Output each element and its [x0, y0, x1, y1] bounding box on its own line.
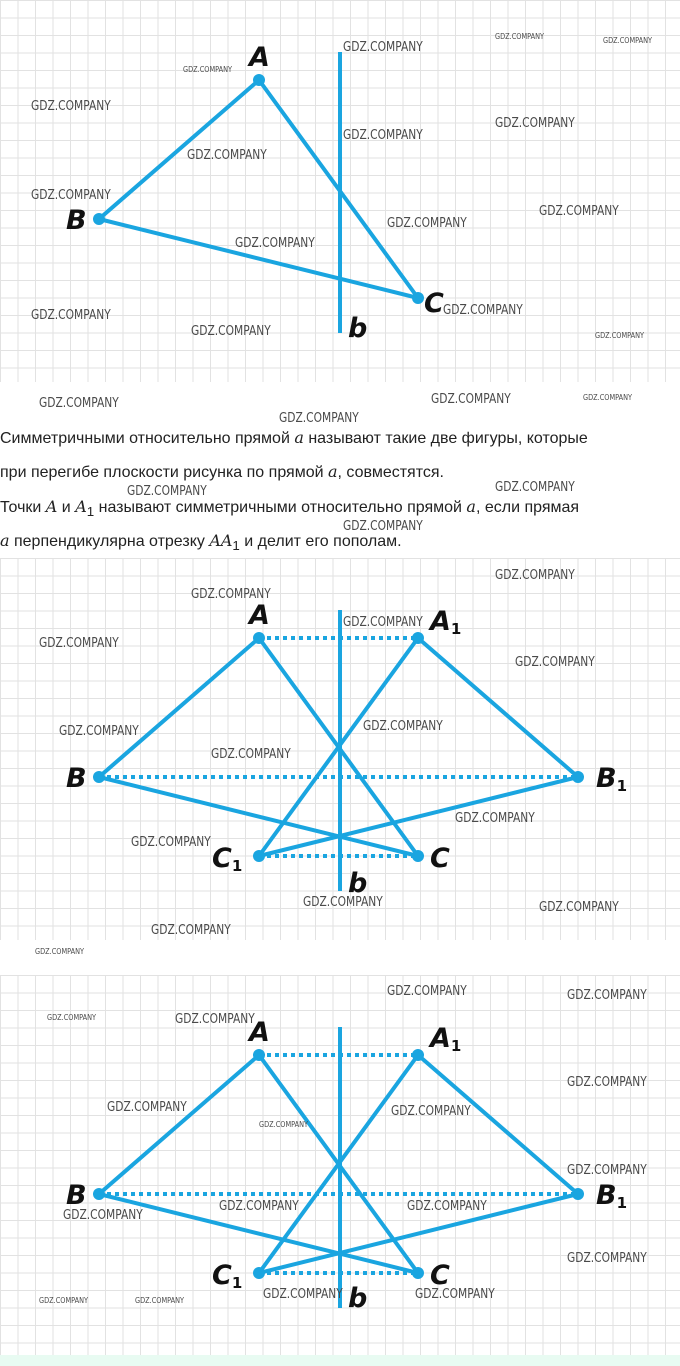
watermark: GDZ.COMPANY: [135, 1296, 185, 1305]
watermark: GDZ.COMPANY: [279, 411, 359, 426]
point-a1-dot: [412, 1049, 424, 1061]
text-line-3: Точки A и $A_1$ называют симметричными относительно прямой a, если прямая: [0, 497, 580, 520]
watermark: GDZ.COMPANY: [191, 324, 271, 339]
watermark: GDZ.COMPANY: [595, 331, 645, 340]
point-c-dot: [412, 1267, 424, 1279]
point-c-label: C: [430, 843, 450, 874]
watermark: GDZ.COMPANY: [415, 1287, 495, 1302]
watermark: GDZ.COMPANY: [303, 895, 383, 910]
watermark: GDZ.COMPANY: [567, 1163, 647, 1178]
figure-2-drawing: [0, 558, 680, 940]
watermark: GDZ.COMPANY: [515, 655, 595, 670]
line-b-label: b: [348, 868, 368, 899]
watermark: GDZ.COMPANY: [495, 480, 575, 495]
point-a-label: A: [249, 42, 270, 73]
point-c1-dot: [253, 1267, 265, 1279]
watermark: GDZ.COMPANY: [107, 1100, 187, 1115]
watermark: GDZ.COMPANY: [443, 303, 523, 318]
watermark: GDZ.COMPANY: [39, 636, 119, 651]
watermark: GDZ.COMPANY: [391, 1104, 471, 1119]
watermark: GDZ.COMPANY: [219, 1199, 299, 1214]
watermark: GDZ.COMPANY: [567, 988, 647, 1003]
watermark: GDZ.COMPANY: [63, 1208, 143, 1223]
watermark: GDZ.COMPANY: [539, 204, 619, 219]
point-c-label: C: [424, 288, 444, 319]
triangle-abc: [99, 80, 418, 298]
watermark: GDZ.COMPANY: [455, 811, 535, 826]
point-b-label: B: [66, 1180, 87, 1211]
triangle-a1b1c1: [259, 1055, 578, 1273]
watermark: GDZ.COMPANY: [175, 1012, 255, 1027]
point-b-label: B: [66, 763, 87, 794]
watermark: GDZ.COMPANY: [343, 519, 423, 534]
text-line-1: Симметричными относительно прямой a называют такие две фигуры, которые: [0, 428, 588, 447]
point-b-dot: [93, 1188, 105, 1200]
figure-3-panel: [0, 975, 680, 1355]
watermark: GDZ.COMPANY: [567, 1251, 647, 1266]
watermark: GDZ.COMPANY: [31, 308, 111, 323]
watermark: GDZ.COMPANY: [431, 392, 511, 407]
point-c1-label: $C_1$: [212, 1260, 243, 1292]
figure-1-panel: [0, 0, 680, 382]
watermark: GDZ.COMPANY: [131, 835, 211, 850]
point-a1-label: $A_1$: [430, 606, 462, 638]
watermark: GDZ.COMPANY: [387, 216, 467, 231]
watermark: GDZ.COMPANY: [583, 393, 633, 402]
watermark: GDZ.COMPANY: [407, 1199, 487, 1214]
point-c-dot: [412, 292, 424, 304]
watermark: GDZ.COMPANY: [39, 396, 119, 411]
watermark: GDZ.COMPANY: [127, 484, 207, 499]
watermark: GDZ.COMPANY: [31, 99, 111, 114]
point-b-label: B: [66, 205, 87, 236]
watermark: GDZ.COMPANY: [363, 719, 443, 734]
watermark: GDZ.COMPANY: [151, 923, 231, 938]
watermark: GDZ.COMPANY: [183, 65, 233, 74]
watermark: GDZ.COMPANY: [343, 40, 423, 55]
watermark: GDZ.COMPANY: [47, 1013, 97, 1022]
point-a-dot: [253, 1049, 265, 1061]
watermark: GDZ.COMPANY: [343, 128, 423, 143]
line-b-label: b: [348, 1283, 368, 1314]
watermark: GDZ.COMPANY: [567, 1075, 647, 1090]
text-line-4: a перпендикулярна отрезку $AA_1$ и делит его пополам.: [0, 531, 402, 554]
point-b1-label: $B_1$: [596, 1180, 628, 1212]
watermark: GDZ.COMPANY: [495, 116, 575, 131]
watermark: GDZ.COMPANY: [191, 587, 271, 602]
point-a-label: A: [249, 600, 270, 631]
triangle-abc: [99, 1055, 418, 1273]
figure-2-panel: [0, 558, 680, 940]
watermark: GDZ.COMPANY: [495, 568, 575, 583]
watermark: GDZ.COMPANY: [59, 724, 139, 739]
point-a-label: A: [249, 1017, 270, 1048]
point-b1-label: $B_1$: [596, 763, 628, 795]
point-a1-dot: [412, 632, 424, 644]
point-c-label: C: [430, 1260, 450, 1291]
point-c1-dot: [253, 850, 265, 862]
watermark: GDZ.COMPANY: [31, 188, 111, 203]
point-b1-dot: [572, 1188, 584, 1200]
watermark: GDZ.COMPANY: [39, 1296, 89, 1305]
text-line-2: при перегибе плоскости рисунка по прямой a, совместятся.: [0, 462, 444, 481]
watermark: GDZ.COMPANY: [539, 900, 619, 915]
point-a1-label: $A_1$: [430, 1023, 462, 1055]
watermark: GDZ.COMPANY: [263, 1287, 343, 1302]
watermark: GDZ.COMPANY: [259, 1120, 309, 1129]
watermark: GDZ.COMPANY: [495, 32, 545, 41]
point-b-dot: [93, 213, 105, 225]
watermark: GDZ.COMPANY: [35, 947, 85, 956]
watermark: GDZ.COMPANY: [211, 747, 291, 762]
watermark: GDZ.COMPANY: [343, 615, 423, 630]
point-a-dot: [253, 74, 265, 86]
point-c-dot: [412, 850, 424, 862]
point-c1-label: $C_1$: [212, 843, 243, 875]
watermark: GDZ.COMPANY: [387, 984, 467, 999]
point-b1-dot: [572, 771, 584, 783]
watermark: GDZ.COMPANY: [603, 36, 653, 45]
line-b-label: b: [348, 313, 368, 344]
point-a-dot: [253, 632, 265, 644]
watermark: GDZ.COMPANY: [187, 148, 267, 163]
footer-bar: [0, 1355, 680, 1366]
watermark: GDZ.COMPANY: [235, 236, 315, 251]
point-b-dot: [93, 771, 105, 783]
